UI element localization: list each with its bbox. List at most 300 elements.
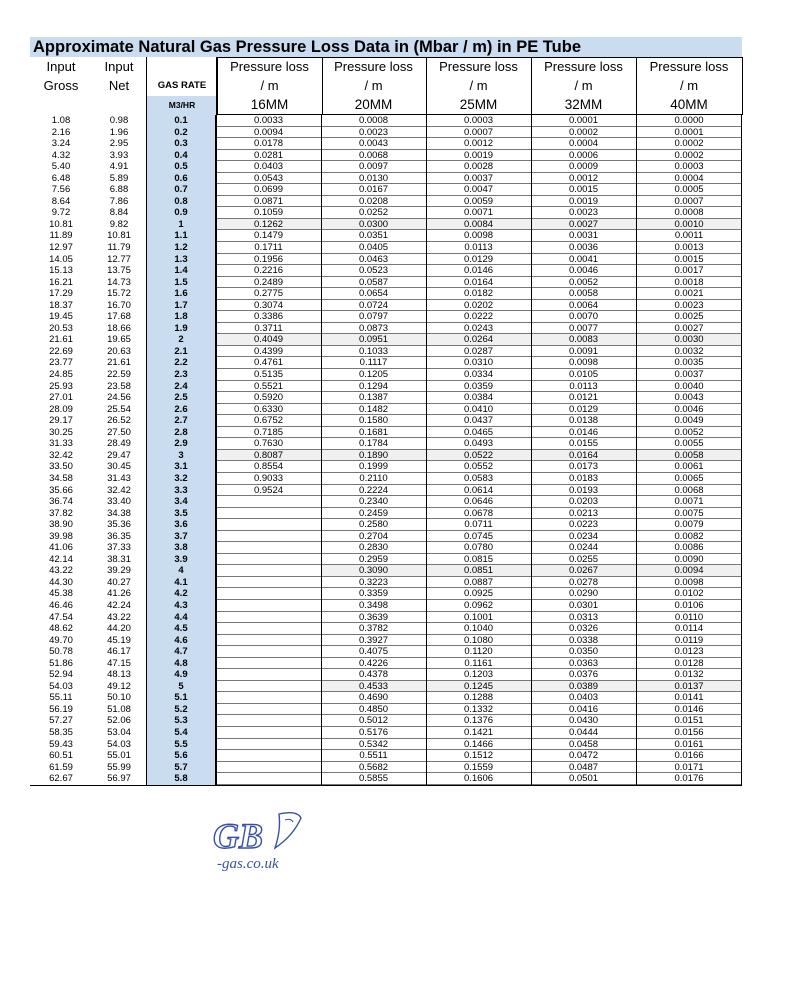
loss-32mm-cell: 0.0027	[531, 219, 636, 231]
loss-20mm-cell: 0.3782	[358, 623, 389, 635]
loss-20mm-cell: 0.0463	[358, 253, 389, 265]
input-net-cell: 15.72	[107, 288, 131, 300]
input-net-cell: 20.63	[107, 345, 131, 357]
loss-25mm-cell: 0.0410	[463, 403, 494, 415]
input-gross-cell: 50.78	[49, 646, 73, 658]
loss-16mm-cell: 0.3711	[254, 322, 283, 334]
header-input-net-line2: Net	[108, 78, 130, 93]
loss-40mm-cell: 0.0035	[674, 357, 704, 369]
input-gross-cell: 56.19	[49, 703, 73, 715]
gas-rate-cell: 4.7	[146, 646, 216, 658]
loss-20mm-cell: 0.0008	[358, 115, 389, 126]
input-gross-cell: 41.06	[49, 542, 73, 554]
loss-25mm-cell: 0.1288	[463, 692, 494, 704]
input-net-cell: 42.24	[107, 599, 131, 611]
gas-rate-cell: 5.6	[146, 750, 216, 762]
loss-20mm-cell: 0.1681	[358, 426, 389, 438]
loss-16mm-cell: 0.2775	[253, 288, 284, 300]
loss-20mm-cell: 0.1117	[359, 357, 388, 369]
loss-20mm-cell: 0.0951	[321, 334, 426, 346]
loss-16mm-cell: 0.2216	[253, 265, 284, 277]
input-gross-cell: 5.40	[51, 161, 71, 173]
input-net-cell: 35.36	[107, 519, 131, 531]
gas-rate-cell: 0.1	[146, 115, 216, 127]
loss-20mm-cell: 0.0405	[358, 242, 389, 254]
loss-20mm-cell: 0.0023	[358, 126, 389, 138]
loss-25mm-cell: 0.0019	[463, 149, 494, 161]
gas-rate-cell: 2.7	[146, 415, 216, 427]
input-net-cell: 12.77	[107, 253, 131, 265]
input-gross-cell: 2.16	[51, 126, 71, 138]
input-gross-cell: 44.30	[49, 576, 73, 588]
table-header	[30, 57, 742, 115]
loss-25mm-cell: 0.1203	[463, 669, 494, 681]
loss-32mm-cell: 0.0015	[568, 184, 599, 196]
input-net-cell: 21.61	[107, 357, 131, 369]
loss-16mm-cell: 0.1262	[216, 219, 321, 231]
input-net-cell: 40.27	[107, 576, 131, 588]
loss-20mm-cell: 0.0873	[358, 322, 389, 334]
gas-rate-cell: 3.7	[146, 531, 216, 543]
loss-32mm-cell: 0.0105	[568, 369, 599, 381]
input-gross-cell: 11.89	[49, 230, 73, 242]
gas-rate-cell: 4.2	[146, 588, 216, 600]
loss-25mm-cell: 0.0182	[463, 288, 494, 300]
gas-rate-cell: 0.6	[146, 173, 216, 185]
input-gross-cell: 35.66	[49, 484, 73, 496]
loss-20mm-cell: 0.4378	[358, 669, 389, 681]
header-size: 40MM	[670, 97, 708, 112]
loss-32mm-cell: 0.0041	[568, 253, 599, 265]
input-net-cell: 48.13	[107, 669, 131, 681]
gas-rate-cell: 3.2	[146, 473, 216, 485]
input-net-cell: 55.99	[107, 761, 131, 773]
loss-20mm-cell: 0.2110	[359, 472, 388, 484]
gas-rate-cell: 3.6	[146, 519, 216, 531]
gas-rate-cell: 1.6	[146, 288, 216, 300]
loss-20mm-cell: 0.1580	[358, 415, 389, 427]
gas-rate-cell: 3.5	[146, 508, 216, 520]
input-gross-cell: 32.42	[49, 449, 73, 461]
gas-rate-unit: M3/HR	[147, 96, 217, 115]
gas-rate-cell: 2.2	[146, 357, 216, 369]
loss-40mm-cell: 0.0065	[674, 472, 704, 484]
loss-16mm-cell: 0.5920	[253, 392, 284, 404]
loss-16mm-cell: 0.9524	[253, 484, 284, 496]
loss-25mm-cell: 0.1161	[464, 657, 493, 669]
column-divider	[741, 115, 742, 785]
loss-40mm-cell: 0.0094	[636, 565, 742, 577]
gas-rate-cell: 4.6	[146, 635, 216, 647]
loss-16mm-cell: 0.0178	[253, 138, 284, 150]
loss-40mm-cell: 0.0146	[674, 703, 704, 715]
gas-rate-cell: 1.2	[146, 242, 216, 254]
loss-20mm-cell: 0.2830	[358, 542, 389, 554]
input-gross-cell: 36.74	[49, 496, 73, 508]
loss-40mm-cell: 0.0010	[636, 219, 742, 231]
loss-40mm-cell: 0.0021	[674, 288, 704, 300]
loss-32mm-cell: 0.0244	[568, 542, 599, 554]
loss-25mm-cell: 0.0851	[426, 565, 531, 577]
loss-32mm-cell: 0.0363	[568, 657, 599, 669]
input-gross-cell: 17.29	[49, 288, 73, 300]
loss-25mm-cell: 0.1376	[463, 715, 494, 727]
input-net-cell: 51.08	[107, 703, 131, 715]
loss-40mm-cell: 0.0040	[674, 380, 704, 392]
gas-rate-cell: 2	[146, 334, 216, 346]
loss-16mm-cell: 0.1059	[253, 207, 284, 219]
loss-25mm-cell: 0.0146	[463, 265, 494, 277]
logo-letters: GB	[213, 816, 264, 856]
gas-rate-cell: 4.3	[146, 600, 216, 612]
loss-25mm-cell: 0.0359	[463, 380, 494, 392]
input-gross-cell: 49.70	[49, 634, 73, 646]
input-gross-cell: 31.33	[49, 438, 73, 450]
gas-rate-cell: 0.8	[146, 196, 216, 208]
loss-25mm-cell: 0.0071	[463, 207, 494, 219]
loss-32mm-cell: 0.0058	[568, 288, 599, 300]
header-size: 20MM	[354, 97, 393, 112]
loss-32mm-cell: 0.0138	[568, 415, 599, 427]
loss-20mm-cell: 0.3223	[358, 576, 389, 588]
loss-40mm-cell: 0.0052	[674, 426, 704, 438]
gas-rate-cell: 5.5	[146, 739, 216, 751]
loss-20mm-cell: 0.0654	[358, 288, 389, 300]
gas-rate-cell: 0.9	[146, 207, 216, 219]
loss-32mm-cell: 0.0389	[531, 681, 636, 693]
input-gross-cell: 61.59	[49, 761, 73, 773]
loss-16mm-cell: 0.3386	[253, 311, 284, 323]
input-net-cell: 17.68	[107, 311, 131, 323]
input-gross-cell: 7.56	[51, 184, 71, 196]
loss-32mm-cell: 0.0046	[568, 265, 599, 277]
input-net-cell: 45.19	[107, 634, 131, 646]
loss-20mm-cell: 0.4226	[358, 657, 389, 669]
column-divider	[216, 115, 217, 785]
loss-40mm-cell: 0.0156	[674, 726, 704, 738]
input-net-cell: 2.95	[109, 138, 129, 150]
input-gross-cell: 62.67	[49, 773, 73, 785]
loss-25mm-cell: 0.0287	[463, 345, 494, 357]
loss-20mm-cell: 0.5511	[359, 750, 388, 762]
header-input-net-line1: Input	[104, 59, 134, 74]
header-input-gross-line1: Input	[46, 59, 76, 74]
loss-40mm-cell: 0.0008	[674, 207, 704, 219]
loss-16mm-cell: 0.3074	[253, 299, 284, 311]
loss-20mm-cell: 0.4850	[358, 703, 389, 715]
loss-25mm-cell: 0.0028	[463, 161, 494, 173]
loss-25mm-cell: 0.0887	[463, 576, 494, 588]
loss-40mm-cell: 0.0061	[674, 461, 704, 473]
loss-40mm-cell: 0.0017	[674, 265, 704, 277]
gas-rate-cell: 4	[146, 565, 216, 577]
loss-20mm-cell: 0.2224	[358, 484, 389, 496]
loss-20mm-cell: 0.2959	[358, 553, 389, 565]
gas-rate-cell: 4.5	[146, 623, 216, 635]
loss-16mm-cell: 0.9033	[253, 472, 284, 484]
input-net-cell: 46.17	[107, 646, 131, 658]
input-net-cell: 53.04	[107, 726, 131, 738]
gb-gas-logo	[205, 808, 315, 878]
input-net-cell: 19.65	[107, 334, 131, 346]
input-net-cell: 0.98	[109, 115, 129, 126]
input-net-cell: 44.20	[107, 623, 131, 635]
loss-32mm-cell: 0.0155	[568, 438, 599, 450]
loss-25mm-cell: 0.1245	[426, 681, 531, 693]
loss-20mm-cell: 0.5342	[358, 738, 389, 750]
loss-40mm-cell: 0.0075	[674, 507, 704, 519]
loss-32mm-cell: 0.0183	[568, 472, 599, 484]
loss-20mm-cell: 0.0797	[358, 311, 389, 323]
gas-rate-cell: 3.8	[146, 542, 216, 554]
loss-20mm-cell: 0.0043	[358, 138, 389, 150]
loss-40mm-cell: 0.0079	[674, 519, 704, 531]
loss-32mm-cell: 0.0290	[568, 588, 599, 600]
header-pressure-40mm	[636, 57, 743, 115]
input-net-cell: 10.81	[107, 230, 131, 242]
input-net-cell: 5.89	[109, 172, 129, 184]
loss-40mm-cell: 0.0086	[674, 542, 704, 554]
loss-25mm-cell: 0.0202	[463, 299, 494, 311]
loss-40mm-cell: 0.0001	[674, 126, 704, 138]
gas-rate-cell: 1.8	[146, 311, 216, 323]
input-net-cell: 18.66	[107, 322, 131, 334]
loss-32mm-cell: 0.0501	[568, 773, 599, 785]
loss-32mm-cell: 0.0023	[568, 207, 599, 219]
input-gross-cell: 52.94	[49, 669, 73, 681]
gas-rate-cell: 4.1	[146, 577, 216, 589]
loss-25mm-cell: 0.0243	[463, 322, 494, 334]
header-per-m: / m	[574, 78, 593, 93]
loss-20mm-cell: 0.5855	[358, 773, 389, 785]
loss-32mm-cell: 0.0019	[568, 195, 599, 207]
loss-20mm-cell: 0.2459	[358, 507, 389, 519]
input-net-cell: 9.82	[109, 218, 129, 230]
loss-25mm-cell: 0.1080	[463, 634, 494, 646]
gas-rate-cell: 1.9	[146, 323, 216, 335]
input-gross-cell: 43.22	[49, 565, 73, 577]
header-gas-rate	[146, 57, 218, 115]
loss-20mm-cell: 0.2340	[358, 496, 389, 508]
loss-20mm-cell: 0.0068	[358, 149, 389, 161]
loss-16mm-cell: 0.1711	[254, 242, 283, 254]
loss-40mm-cell: 0.0002	[674, 149, 704, 161]
gas-rate-label: GAS RATE	[157, 80, 207, 91]
header-per-m: / m	[260, 78, 279, 93]
loss-25mm-cell: 0.0925	[463, 588, 494, 600]
input-gross-cell: 47.54	[49, 611, 73, 623]
page-title: Approximate Natural Gas Pressure Loss Data in (Mbar / m) in PE Tube	[30, 37, 742, 57]
loss-25mm-cell: 0.0678	[463, 507, 494, 519]
column-divider	[636, 115, 637, 785]
input-net-cell: 27.50	[107, 426, 131, 438]
loss-40mm-cell: 0.0082	[674, 530, 704, 542]
loss-20mm-cell: 0.0252	[358, 207, 389, 219]
header-pressure-25mm	[426, 57, 532, 115]
loss-32mm-cell: 0.0350	[568, 646, 599, 658]
loss-25mm-cell: 0.0815	[463, 553, 494, 565]
header-input-net	[92, 57, 146, 95]
loss-32mm-cell: 0.0098	[568, 357, 599, 369]
input-net-cell: 36.35	[107, 530, 131, 542]
loss-32mm-cell: 0.0036	[568, 242, 599, 254]
loss-32mm-cell: 0.0301	[568, 599, 599, 611]
input-net-cell: 29.47	[107, 449, 131, 461]
loss-20mm-cell: 0.1033	[358, 345, 389, 357]
gas-rate-cell: 1.5	[146, 277, 216, 289]
loss-25mm-cell: 0.0614	[463, 484, 494, 496]
input-net-cell: 41.26	[107, 588, 131, 600]
loss-40mm-cell: 0.0106	[674, 599, 704, 611]
gas-rate-cell: 3	[146, 450, 216, 462]
input-gross-cell: 28.09	[49, 403, 73, 415]
loss-20mm-cell: 0.1205	[358, 369, 389, 381]
loss-40mm-cell: 0.0141	[674, 692, 704, 704]
input-gross-cell: 10.81	[49, 218, 73, 230]
loss-32mm-cell: 0.0255	[568, 553, 599, 565]
loss-25mm-cell: 0.0583	[463, 472, 494, 484]
loss-32mm-cell: 0.0070	[568, 311, 599, 323]
header-input-gross	[30, 57, 92, 95]
loss-25mm-cell: 0.0037	[463, 172, 494, 184]
loss-16mm-cell: 0.0281	[253, 149, 284, 161]
input-net-cell: 37.33	[107, 542, 131, 554]
loss-40mm-cell: 0.0046	[674, 403, 704, 415]
loss-20mm-cell: 0.0587	[358, 276, 389, 288]
input-net-cell: 11.79	[107, 242, 131, 254]
input-gross-cell: 55.11	[49, 692, 73, 704]
loss-20mm-cell: 0.5012	[358, 715, 389, 727]
loss-25mm-cell: 0.1466	[463, 738, 494, 750]
header-top-divider	[216, 57, 742, 58]
loss-40mm-cell: 0.0043	[674, 392, 704, 404]
loss-20mm-cell: 0.1294	[358, 380, 389, 392]
input-gross-cell: 34.58	[49, 472, 73, 484]
loss-20mm-cell: 0.0167	[358, 184, 389, 196]
row-divider	[216, 784, 742, 785]
input-net-cell: 8.84	[109, 207, 129, 219]
loss-25mm-cell: 0.0384	[463, 392, 494, 404]
loss-40mm-cell: 0.0102	[674, 588, 704, 600]
input-net-cell: 34.38	[107, 507, 131, 519]
loss-40mm-cell: 0.0123	[674, 646, 704, 658]
loss-40mm-cell: 0.0176	[674, 773, 704, 785]
input-gross-cell: 54.03	[49, 680, 73, 692]
loss-40mm-cell: 0.0023	[674, 299, 704, 311]
loss-32mm-cell: 0.0031	[568, 230, 599, 242]
loss-40mm-cell: 0.0002	[674, 138, 704, 150]
pressure-loss-table	[30, 37, 742, 786]
loss-25mm-cell: 0.0003	[463, 115, 494, 126]
gas-rate-cell: 2.8	[146, 427, 216, 439]
loss-32mm-cell: 0.0338	[568, 634, 599, 646]
input-gross-cell: 27.01	[49, 392, 73, 404]
loss-25mm-cell: 0.0334	[463, 369, 494, 381]
gas-rate-cell: 5.3	[146, 715, 216, 727]
loss-20mm-cell: 0.0523	[358, 265, 389, 277]
table-body	[30, 115, 742, 786]
header-pressure-32mm	[531, 57, 637, 115]
loss-20mm-cell: 0.1387	[358, 392, 389, 404]
loss-32mm-cell: 0.0444	[568, 726, 599, 738]
input-net-cell: 4.91	[109, 161, 129, 173]
input-net-cell: 38.31	[107, 553, 131, 565]
input-gross-cell: 6.48	[51, 172, 71, 184]
loss-25mm-cell: 0.0264	[426, 334, 531, 346]
loss-20mm-cell: 0.0208	[358, 195, 389, 207]
loss-25mm-cell: 0.0646	[463, 496, 494, 508]
loss-20mm-cell: 0.0351	[358, 230, 389, 242]
loss-40mm-cell: 0.0049	[674, 415, 704, 427]
gas-rate-cell: 2.6	[146, 404, 216, 416]
loss-16mm-cell: 0.8554	[253, 461, 284, 473]
loss-40mm-cell: 0.0000	[674, 115, 704, 126]
loss-16mm-cell: 0.8087	[216, 450, 321, 462]
gas-rate-cell: 1.3	[146, 254, 216, 266]
loss-32mm-cell: 0.0006	[568, 149, 599, 161]
loss-40mm-cell: 0.0007	[674, 195, 704, 207]
input-gross-cell: 21.61	[49, 334, 73, 346]
input-gross-cell: 48.62	[49, 623, 73, 635]
loss-16mm-cell: 0.4049	[216, 334, 321, 346]
loss-20mm-cell: 0.0300	[321, 219, 426, 231]
loss-25mm-cell: 0.0084	[426, 219, 531, 231]
input-net-cell: 52.06	[107, 715, 131, 727]
loss-20mm-cell: 0.1482	[358, 403, 389, 415]
input-gross-cell: 14.05	[49, 253, 73, 265]
input-gross-cell: 58.35	[49, 726, 73, 738]
loss-32mm-cell: 0.0004	[568, 138, 599, 150]
loss-40mm-cell: 0.0003	[674, 161, 704, 173]
loss-32mm-cell: 0.0001	[568, 115, 599, 126]
loss-32mm-cell: 0.0278	[568, 576, 599, 588]
loss-32mm-cell: 0.0083	[531, 334, 636, 346]
input-gross-cell: 25.93	[49, 380, 73, 392]
loss-20mm-cell: 0.3090	[321, 565, 426, 577]
input-gross-cell: 4.32	[51, 149, 71, 161]
gas-rate-cell: 5.7	[146, 762, 216, 774]
input-gross-cell: 59.43	[49, 738, 73, 750]
gas-rate-cell: 2.9	[146, 438, 216, 450]
column-divider	[321, 115, 322, 785]
loss-40mm-cell: 0.0058	[636, 450, 742, 462]
loss-16mm-cell: 0.0094	[253, 126, 284, 138]
column-divider	[531, 115, 532, 785]
loss-16mm-cell: 0.0033	[253, 115, 284, 126]
loss-32mm-cell: 0.0052	[568, 276, 599, 288]
loss-25mm-cell: 0.0522	[426, 450, 531, 462]
input-net-cell: 33.40	[107, 496, 131, 508]
input-gross-cell: 1.08	[51, 115, 71, 126]
gas-rate-cell: 1.4	[146, 265, 216, 277]
header-size: 32MM	[564, 97, 603, 112]
input-net-cell: 25.54	[107, 403, 131, 415]
input-net-cell: 54.03	[107, 738, 131, 750]
header-pressure-20mm	[321, 57, 427, 115]
loss-20mm-cell: 0.1890	[321, 450, 426, 462]
loss-25mm-cell: 0.0012	[463, 138, 494, 150]
loss-20mm-cell: 0.1784	[358, 438, 389, 450]
logo-site: -gas.co.uk	[217, 856, 279, 872]
gas-rate-cell: 3.4	[146, 496, 216, 508]
loss-32mm-cell: 0.0113	[569, 380, 598, 392]
input-gross-cell: 33.50	[49, 461, 73, 473]
loss-20mm-cell: 0.4075	[358, 646, 389, 658]
loss-32mm-cell: 0.0326	[568, 623, 599, 635]
input-gross-cell: 24.85	[49, 369, 73, 381]
input-net-cell: 24.56	[107, 392, 131, 404]
input-gross-cell: 19.45	[49, 311, 73, 323]
